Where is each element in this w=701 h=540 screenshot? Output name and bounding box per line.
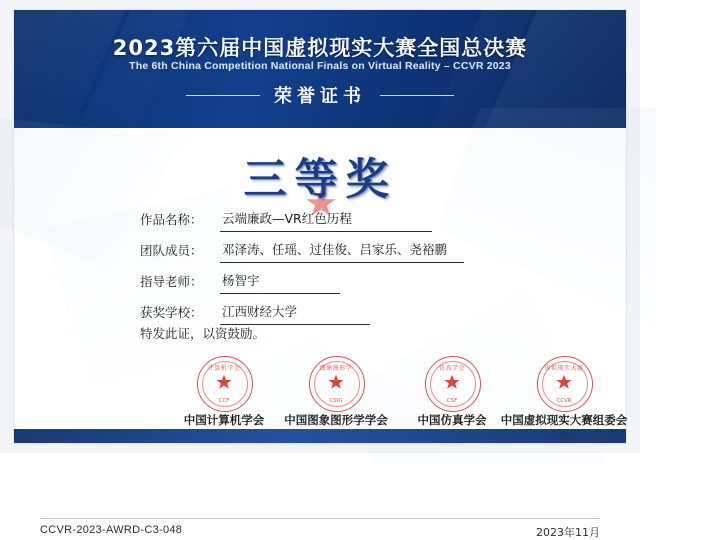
- banner-rule-left: [186, 95, 260, 96]
- competition-title-en: The 6th China Competition National Finals on Virtual Reality – CCVR 2023: [129, 60, 511, 72]
- seal-top-text: 虚拟现实大赛: [544, 365, 584, 372]
- field-work-title: [140, 206, 530, 237]
- field-underline: [220, 262, 464, 263]
- field-label: 作品名称：: [140, 212, 203, 227]
- field-underline: [220, 231, 432, 232]
- seal-name: 中国仿真学会: [417, 413, 487, 427]
- honor-certificate-label: 荣誉证书: [274, 86, 366, 107]
- field-underline: [220, 293, 340, 294]
- field-label: 指导老师：: [140, 274, 203, 289]
- certificate-card: [14, 10, 628, 539]
- seal-top-text: 图象图形学: [319, 365, 353, 372]
- award-level: 三等奖: [243, 155, 397, 205]
- certificate-note: 特发此证，以资鼓励。: [140, 326, 266, 341]
- seal-star-icon: [216, 374, 232, 390]
- field-label: 团队成员：: [140, 243, 203, 258]
- seal-name: 中国虚拟现实大赛组委会: [500, 413, 628, 427]
- certificate-body: [14, 128, 628, 539]
- field-value: 邓泽涛、任瑶、过佳俊、吕家乐、尧裕鹏: [222, 242, 448, 257]
- seal-star-icon: [328, 374, 344, 390]
- field-team-members: [140, 237, 530, 268]
- footer-divider: [40, 518, 600, 519]
- seal-star-icon: [556, 374, 572, 390]
- award-fields: [140, 206, 530, 330]
- competition-title-cn: 2023第六届中国虚拟现实大赛全国总决赛: [112, 36, 528, 60]
- field-value: 云端廉政—VR红色历程: [222, 211, 352, 226]
- certificate-code: CCVR-2023-AWRD-C3-048: [40, 524, 183, 536]
- seal-csig: [266, 356, 406, 428]
- issue-date: 2023年11月: [536, 526, 600, 539]
- seal-top-text: 仿真学会: [438, 365, 465, 372]
- seal-bottom-text: CCVR: [556, 398, 572, 404]
- seal-star-icon: [444, 374, 460, 390]
- seal-name: 中国计算机学会: [183, 413, 265, 427]
- seal-stamp-icon: [425, 356, 479, 410]
- banner-rule-right: [380, 95, 454, 96]
- field-label: 获奖学校：: [140, 305, 203, 320]
- field-advisor: [140, 268, 530, 299]
- bottom-accent-bar: [14, 429, 626, 443]
- seal-name: 中国图象图形学学会: [284, 413, 388, 427]
- seal-stamp-icon: [197, 356, 251, 410]
- field-value: 江西财经大学: [222, 304, 298, 319]
- seal-bottom-text: CSIG: [329, 398, 343, 404]
- field-value: 杨智宇: [222, 273, 260, 288]
- seal-stamp-icon: [309, 356, 363, 410]
- seal-bottom-text: CCF: [218, 398, 230, 404]
- honor-certificate-banner: [14, 82, 626, 108]
- seal-top-text: 计算机学会: [207, 365, 241, 372]
- seal-stamp-icon: [537, 356, 591, 410]
- seal-bottom-text: CSF: [446, 398, 458, 404]
